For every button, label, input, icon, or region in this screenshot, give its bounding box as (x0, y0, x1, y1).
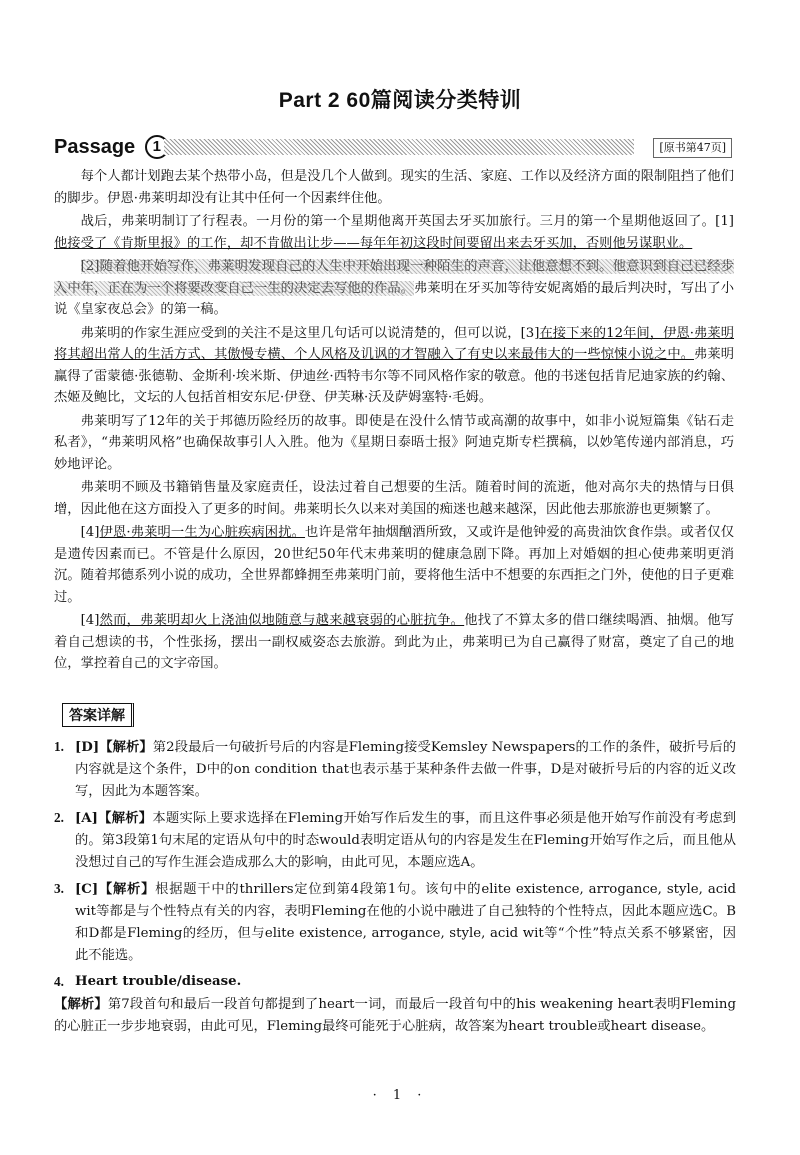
analysis-label: 【解析】 (99, 739, 153, 754)
analysis-text: 本题实际上要求选择在Fleming开始写作后发生的事，而且这件事必须是他开始写作前没有考虑到的。第3段第1句末尾的定语从句中的时态would表明定语从句的内容是发生在Fleming开始写作之后，而且他从没想过自己的写作生涯会造成那么大的影响，由此可见，本题应选A。 (75, 811, 736, 870)
analysis-label: 【解析】 (54, 996, 108, 1011)
page-title: Part 2 60篇阅读分类特训 (278, 89, 522, 112)
answer-number: 2. (54, 810, 64, 825)
passage-label (54, 134, 169, 160)
paragraph-text: 也许是常年抽烟酗酒所致，又或许是他钟爱的高贵油饮食作祟。或者仅仅是遗传因素而已。不管是什么原因，20世纪50年代末弗莱明的健康急剧下降。再加上对婚姻的担心使弗莱明更消沉。随着邦德系列小说的成功，全世界都蜂拥至弗莱明门前，要将他生活中不想要的东西拒之门外，使他的日子更难过。 (54, 525, 735, 605)
answers-heading: 答案详解 (62, 703, 134, 727)
analysis-text: 第7段首句和最后一段首句都提到了heart一词，而最后一段首句中的his weakening heart表明Fleming的心脏正一步步地衰弱，由此可见，Fleming最终可能死于心脏病，故答案为heart trouble或heart disease。 (54, 997, 736, 1034)
passage-paragraph (54, 211, 734, 254)
passage-paragraph (54, 166, 734, 209)
page-reference: [原书第47页] (653, 138, 732, 158)
passage-paragraph (54, 256, 734, 321)
paragraph-text: 他找了不算太多的借口继续喝酒、抽烟。他写着自己想读的书，个性张扬，摆出一副权威姿态去旅游。到此为止，弗莱明已为自己赢得了财富，奠定了自己的地位，掌控着自己的文字帝国。 (54, 613, 735, 671)
answers-heading-bar (54, 703, 732, 727)
passage-paragraph (54, 411, 734, 476)
paragraph-text: 弗莱明赢得了雷蒙德·张德勒、金斯利·埃米斯、伊迪丝·西特韦尔等不同风格作家的敬意。他的书迷包括肯尼迪家族的约翰、杰姬及鲍比，文坛的人包括首相安东尼·伊登、伊芙琳·沃及萨姆塞特·毛姆。 (54, 347, 735, 405)
passage-label-text: Passage (54, 136, 136, 158)
paragraph-text: 弗莱明写了12年的关于邦德历险经历的故事。即使是在没什么情节或高潮的故事中，如非小说短篇集《钻石走私者》，“弗莱明风格”也确保故事引人入胜。他为《星期日泰晤士报》阿迪克斯专栏撰稿，以妙笔传递内部消息，巧妙地评论。 (54, 413, 734, 472)
paragraph-text: 战后，弗莱明制订了行程表。一月份的第一个星期他离开英国去牙买加旅行。三月的第一个星期他返回了。 (80, 214, 716, 229)
underlined-sentence: 伊恩·弗莱明一生为心脏疾病困扰。 (99, 525, 306, 540)
answer-number: 3. (54, 881, 64, 896)
passage-paragraph (54, 477, 734, 520)
question-marker: [4] (80, 525, 100, 540)
underlined-sentence: 在接下来的12年间，伊恩·弗莱明将其超出常人的生活方式、其傲慢专横、个人风格及讥讽的才智融入了有史以来最伟大的一些惊悚小说之中。 (54, 325, 734, 362)
paragraph-text: 每个人都计划跑去某个热带小岛，但是没几个人做到。现实的生活、家庭、工作以及经济方面的限制阻挡了他们的脚步。伊恩·弗莱明却没有让其中任何一个因素绊住他。 (54, 169, 734, 206)
question-marker: [3] (520, 325, 540, 341)
answer-key: [D] (75, 740, 100, 755)
answer-key: [C] (75, 882, 99, 897)
answers-list (54, 736, 736, 1042)
paragraph-text: 弗莱明不顾及书籍销售量及家庭责任，设法过着自己想要的生活。随着时间的流逝，他对高尔夫的热情与日俱增，因此他在这方面投入了更多的时间。弗莱明长久以来对美国的痴迷也越来越深，因此他去那旅游也更频繁了。 (54, 480, 734, 517)
answer-item (54, 736, 736, 803)
analysis-label: 【解析】 (97, 810, 153, 825)
paragraph-text: 弗莱明的作家生涯应受到的关注不是这里几句话可以说清楚的，但可以说， (80, 325, 521, 341)
question-marker: [1] (715, 214, 734, 229)
passage-paragraph (54, 610, 734, 675)
answer-number: 1. (54, 739, 64, 754)
paragraph-text: 弗莱明在牙买加等待安妮离婚的最后判决时，写出了小说《皇家夜总会》的第一稿。 (54, 280, 735, 317)
answer-item (54, 971, 736, 1038)
passage-paragraph (54, 522, 734, 608)
answer-number: 4. (54, 974, 64, 989)
analysis-label: 【解析】 (98, 881, 156, 896)
analysis-text: 根据题干中的thrillers定位到第4段第1句。该句中的elite existence, arrogance, style, acid wit等都是与个性特点有关的内容，表明Fleming在他的小说中融进了自己独特的个性特点，因此本题应选C。B和D都是Fleming的经历，但与elite existence, arrogance, style, acid wit等“个性”特点关系不够紧密，因此不能选。 (75, 882, 736, 963)
underlined-sentence: 然而，弗莱明却火上浇油似地随意与越来越衰弱的心脏抗争。 (99, 613, 465, 628)
passage-body (54, 166, 734, 677)
shaded-text: [2]随着他开始写作，弗莱明发现自己的人生中开始出现一种陌生的声音，让他意想不到。他意识到自己已经步入中年，正在为一个将要改变自己一生的决定去写他的作品。 (54, 259, 734, 296)
answer-explanation (54, 993, 736, 1038)
header-hatch-band (164, 139, 634, 155)
passage-header (54, 134, 732, 160)
passage-paragraph (54, 323, 734, 409)
answer-item (54, 807, 736, 874)
answer-item (54, 878, 736, 967)
question-marker: [4] (80, 613, 100, 628)
analysis-text: 第2段最后一句破折号后的内容是Fleming接受Kemsley Newspapers的工作的条件，破折号后的内容就是这个条件，D中的on condition that也表示基于某种条件去做一件事，D是对破折号后的内容的近义改写，因此为本题答案。 (75, 740, 737, 799)
underlined-sentence: 他接受了《肯斯里报》的工作，却不肯做出让步——每年年初这段时间要留出来去牙买加，否则他另谋职业。 (54, 235, 693, 251)
answer-key: [A] (75, 811, 98, 826)
answer-key: Heart trouble/disease. (75, 974, 242, 989)
passage-number-circle: 1 (145, 135, 169, 159)
page-number: · 1 · (372, 1088, 428, 1103)
